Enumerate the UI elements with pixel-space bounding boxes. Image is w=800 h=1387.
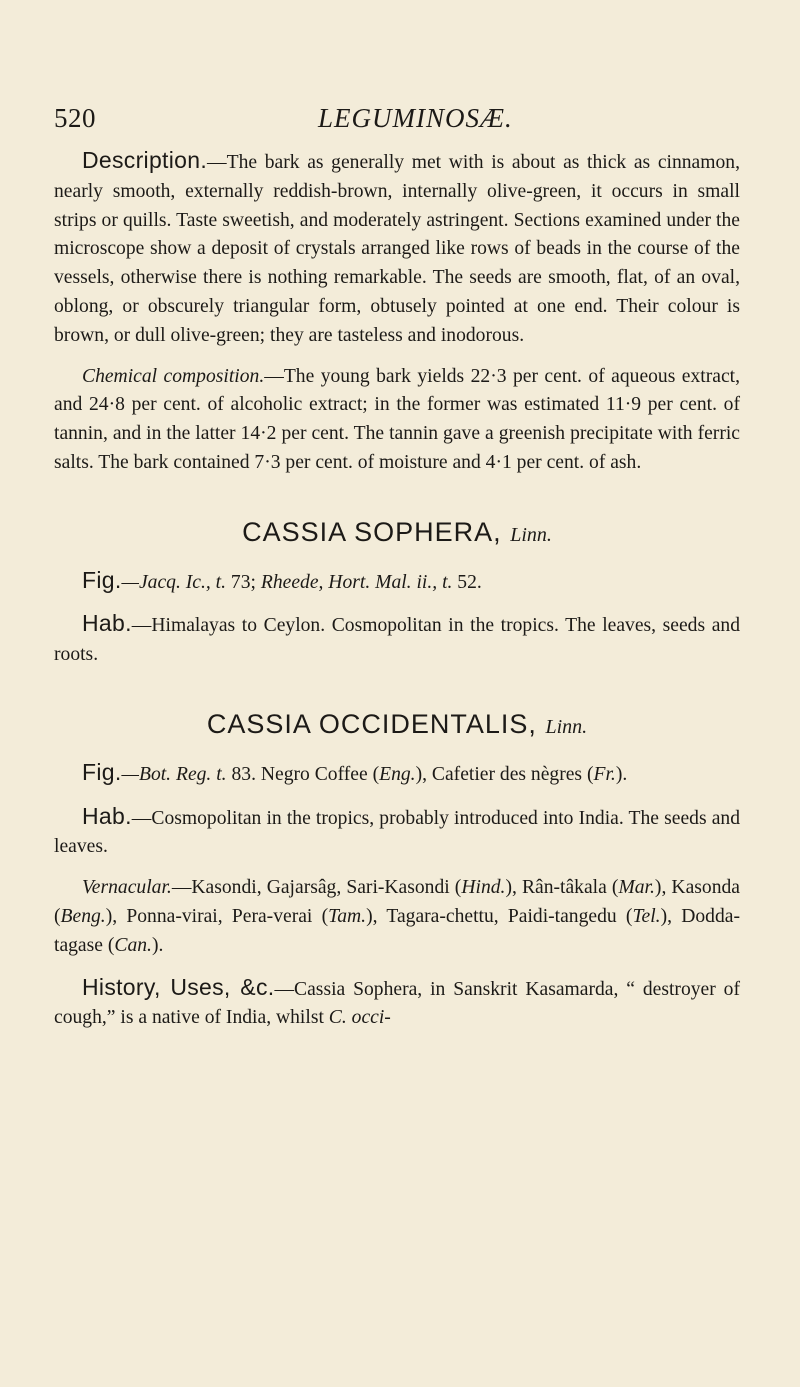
history-paragraph — [54, 973, 740, 1034]
hab-lead: Hab. — [82, 802, 132, 829]
occidentalis-habitat — [54, 802, 740, 863]
fig-text: ). — [615, 763, 628, 785]
language-abbrev: Tam. — [328, 905, 367, 927]
vernacular-paragraph — [54, 874, 740, 960]
fig-ref: —Jacq. Ic., t. — [121, 571, 227, 593]
species-authority: Linn. — [510, 523, 552, 546]
sophera-figures — [54, 566, 740, 598]
language-abbrev: Mar. — [618, 877, 655, 899]
description-text: —The bark as generally met with is about as thick as cinnamon, nearly smooth, externally reddish-brown, internally olive-green, it occurs in small strips or quills. Taste sweetish, and moderately astringent. Sections examined under the microscope show a deposit of crystals arranged like rows of beads in the course of the vessels, otherwise there is nothing remarkable. The seeds are smooth, flat, of an oval, oblong, or obscurely triangular form, obtusely pointed at one end. Their colour is brown, or dull olive-green; they are tasteless and inodorous. — [54, 152, 740, 346]
species-heading-occidentalis — [54, 710, 740, 742]
vernacular-text: ), Ponna-virai, Pera-verai ( — [105, 905, 329, 927]
species-name: CASSIA OCCIDENTALIS, — [206, 708, 537, 739]
language-abbrev: Hind. — [461, 877, 506, 899]
history-trailing-species: C. occi- — [328, 1007, 391, 1029]
vernacular-text: —Kasondi, Gajarsâg, Sari-Kasondi ( — [171, 877, 462, 899]
language-abbrev: Tel. — [632, 905, 661, 927]
chemical-composition-text: —The young bark yields 22·3 per cent. of aqueous extract, and 24·8 per cent. of alcoholic extract; in the former was estimated 11·9 per cent. of tannin, and in the latter 14·2 per cent. The tannin gave a greenish precipitate with ferric salts. The bark contained 7·3 per cent. of moisture and 4·1 per cent. of ash. — [54, 365, 740, 473]
fig-ref-number: 52. — [452, 571, 482, 593]
fig-ref-number: 73; — [226, 571, 261, 593]
page-body — [54, 146, 740, 1033]
fig-lead: Fig. — [82, 566, 122, 593]
vernacular-text: ). — [151, 934, 164, 956]
language-abbrev: Fr. — [593, 763, 616, 785]
species-heading-sophera — [54, 518, 740, 550]
fig-text: ), Cafetier des nègres ( — [415, 763, 594, 785]
history-text: —Cassia Sophera, in Sanskrit Kasamarda, “ destroyer of cough,” is a native of India, whilst — [54, 978, 740, 1029]
sophera-habitat — [54, 609, 740, 670]
hab-text: —Cosmopolitan in the tropics, probably introduced into India. The seeds and leaves. — [54, 807, 740, 858]
vernacular-text: ), Kasonda ( — [54, 877, 740, 927]
description-lead: Description. — [82, 147, 208, 173]
hab-text: —Himalayas to Ceylon. Cosmopolitan in the tropics. The leaves, seeds and roots. — [54, 615, 740, 666]
running-title: LEGUMINOSÆ. — [318, 103, 513, 133]
description-paragraph — [54, 146, 740, 351]
occidentalis-figures — [54, 758, 740, 790]
fig-ref: Rheede, Hort. Mal. ii., t. — [260, 571, 453, 593]
language-abbrev: Eng. — [379, 763, 416, 785]
vernacular-text: ), Dodda-tagase ( — [54, 905, 740, 956]
language-abbrev: Can. — [114, 934, 152, 956]
species-name: CASSIA SOPHERA, — [242, 516, 502, 547]
fig-text: 83. Negro Coffee ( — [226, 763, 380, 785]
language-abbrev: Beng. — [60, 905, 106, 927]
hab-lead: Hab. — [82, 610, 132, 637]
chemical-composition-paragraph — [54, 363, 740, 478]
fig-lead: Fig. — [82, 758, 122, 785]
vernacular-text: ), Rân-tâkala ( — [505, 877, 619, 899]
fig-ref: —Bot. Reg. t. — [121, 763, 227, 785]
vernacular-label: Vernacular. — [82, 877, 172, 899]
page-number: 520 — [54, 103, 96, 133]
chemical-composition-label: Chemical composition. — [82, 365, 265, 387]
history-lead: History, Uses, &c. — [82, 973, 275, 1000]
species-authority: Linn. — [545, 715, 588, 738]
running-head — [54, 103, 740, 143]
vernacular-text: ), Tagara-chettu, Paidi-tangedu ( — [366, 905, 633, 927]
